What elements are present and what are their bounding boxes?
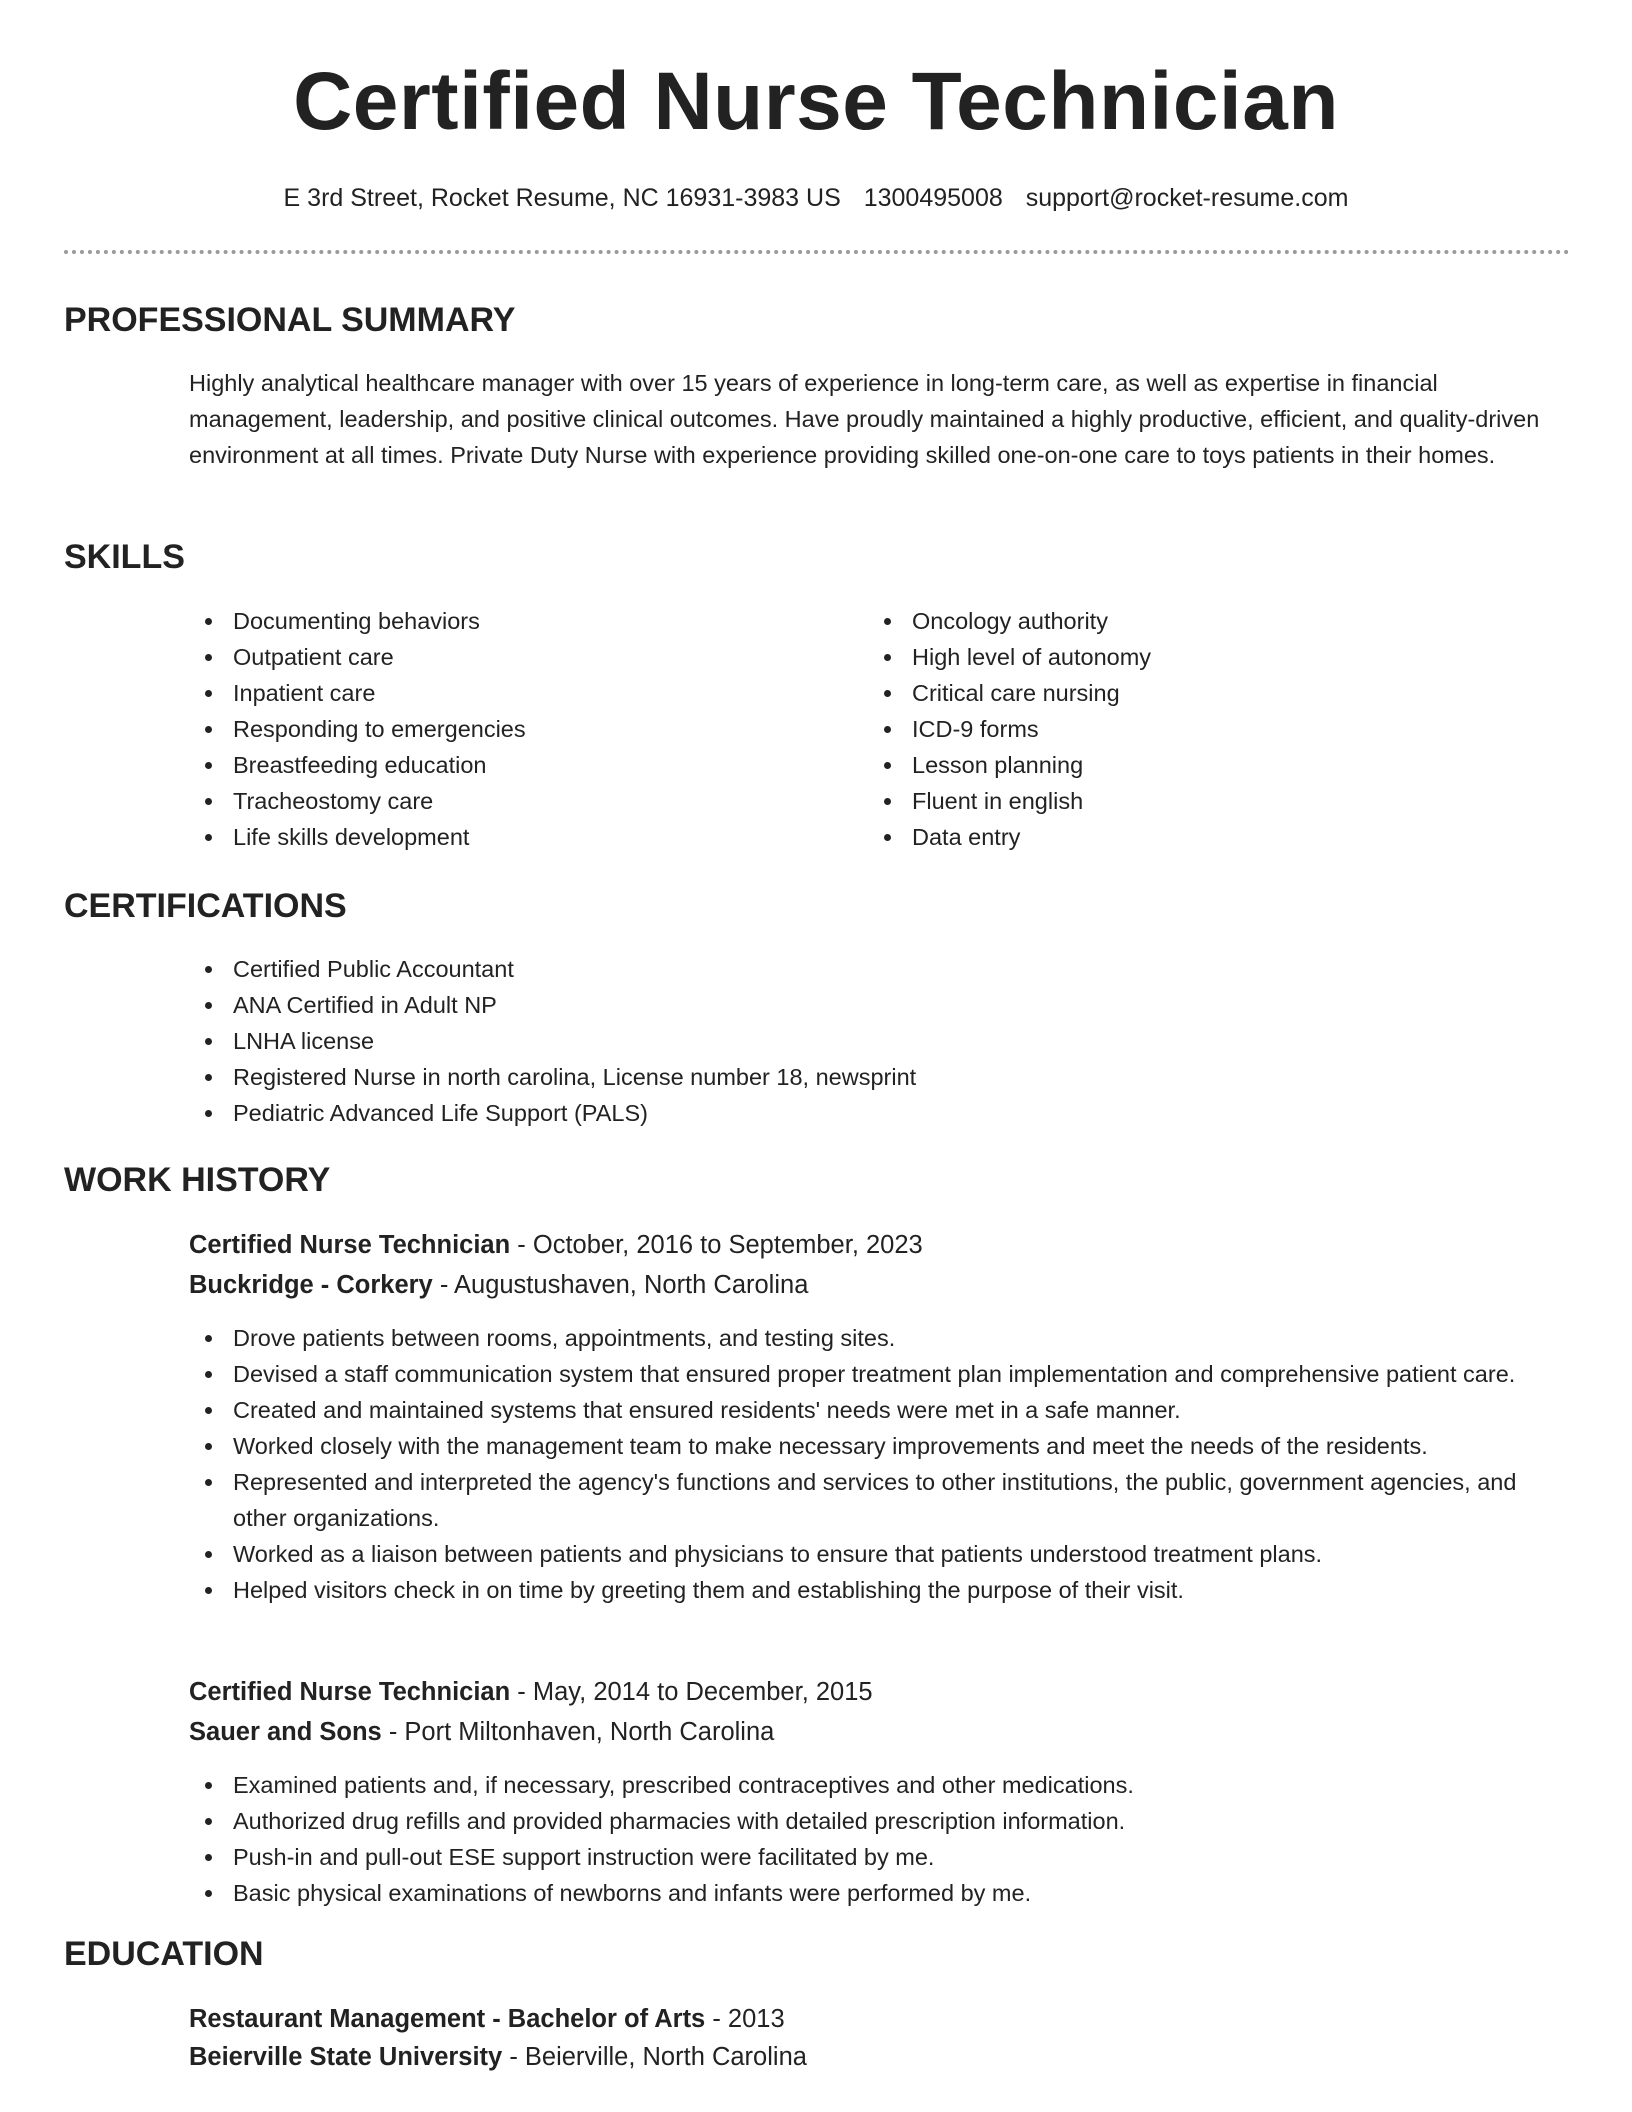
skills-list-right — [868, 603, 1508, 855]
education-school: Beierville State University — [189, 2043, 503, 2071]
list-item: Helped visitors check in on time by greeting them and establishing the purpose of their visit. — [189, 1572, 1569, 1608]
contact-line — [0, 180, 1632, 216]
list-item: Registered Nurse in north carolina, License number 18, newsprint — [189, 1059, 1569, 1095]
contact-phone: 1300495008 — [863, 184, 1003, 212]
list-item: ANA Certified in Adult NP — [189, 987, 1569, 1023]
education-school-line — [189, 2039, 807, 2075]
job-2-duties — [189, 1767, 1569, 1911]
list-item: Documenting behaviors — [189, 603, 829, 639]
job-2-dates: - May, 2014 to December, 2015 — [510, 1678, 873, 1706]
section-title-work-history: WORK HISTORY — [64, 1161, 331, 1199]
list-item: Examined patients and, if necessary, prescribed contraceptives and other medications. — [189, 1767, 1569, 1803]
section-title-education: EDUCATION — [64, 1935, 264, 1973]
list-item: Worked closely with the management team to make necessary improvements and meet the needs of the residents. — [189, 1428, 1569, 1464]
candidate-name: Certified Nurse Technician — [293, 56, 1339, 147]
job-2-company: Sauer and Sons — [189, 1718, 382, 1746]
list-item: Drove patients between rooms, appointments, and testing sites. — [189, 1320, 1569, 1356]
job-1-duties — [189, 1320, 1569, 1608]
list-item: Breastfeeding education — [189, 747, 829, 783]
list-item: High level of autonomy — [868, 639, 1508, 675]
job-2-role: Certified Nurse Technician — [189, 1678, 511, 1706]
job-1-role: Certified Nurse Technician — [189, 1231, 511, 1259]
list-item: Certified Public Accountant — [189, 951, 1569, 987]
list-item: Oncology authority — [868, 603, 1508, 639]
section-title-skills: SKILLS — [64, 538, 185, 576]
list-item: Life skills development — [189, 819, 829, 855]
job-1-dates: - October, 2016 to September, 2023 — [510, 1231, 923, 1259]
list-item: Data entry — [868, 819, 1508, 855]
education-degree-line — [189, 2001, 785, 2037]
section-title-summary: PROFESSIONAL SUMMARY — [64, 301, 516, 339]
summary-text: Highly analytical healthcare manager with over 15 years of experience in long-term care, as well as expertise in financial management, leadership, and positive clinical outcomes. Have proudly maintained a highly productive, efficient, and quality-driven environment at all times. Private Duty Nurse with experience providing skilled one-on-one care to toys patients in their homes. — [189, 370, 1540, 468]
list-item: Devised a staff communication system that ensured proper treatment plan implementation and comprehensive patient care. — [189, 1356, 1569, 1392]
education-location: - Beierville, North Carolina — [502, 2043, 807, 2071]
contact-email[interactable]: support@rocket-resume.com — [1025, 184, 1349, 212]
job-2-location: - Port Miltonhaven, North Carolina — [381, 1718, 775, 1746]
skills-list-left — [189, 603, 829, 855]
list-item: Inpatient care — [189, 675, 829, 711]
list-item: Tracheostomy care — [189, 783, 829, 819]
list-item: Fluent in english — [868, 783, 1508, 819]
job-1-title-line — [189, 1227, 923, 1263]
list-item: Outpatient care — [189, 639, 829, 675]
list-item: Push-in and pull-out ESE support instruction were facilitated by me. — [189, 1839, 1569, 1875]
contact-address: E 3rd Street, Rocket Resume, NC 16931-3983 US — [283, 184, 841, 212]
list-item: Lesson planning — [868, 747, 1508, 783]
list-item: Critical care nursing — [868, 675, 1508, 711]
job-1-company-line — [189, 1267, 808, 1303]
list-item: Pediatric Advanced Life Support (PALS) — [189, 1095, 1569, 1131]
list-item: Authorized drug refills and provided pharmacies with detailed prescription information. — [189, 1803, 1569, 1839]
list-item: LNHA license — [189, 1023, 1569, 1059]
job-1-company: Buckridge - Corkery — [189, 1271, 433, 1299]
job-2-company-line — [189, 1714, 774, 1750]
education-year: - 2013 — [705, 2005, 785, 2033]
header-divider — [64, 250, 1570, 254]
list-item: Created and maintained systems that ensured residents' needs were met in a safe manner. — [189, 1392, 1569, 1428]
list-item: Worked as a liaison between patients and physicians to ensure that patients understood treatment plans. — [189, 1536, 1569, 1572]
certifications-list — [189, 951, 1569, 1131]
education-degree: Restaurant Management - Bachelor of Arts — [189, 2005, 706, 2033]
section-title-certifications: CERTIFICATIONS — [64, 887, 347, 925]
job-1-location: - Augustushaven, North Carolina — [432, 1271, 809, 1299]
list-item: Basic physical examinations of newborns and infants were performed by me. — [189, 1875, 1569, 1911]
list-item: Represented and interpreted the agency's functions and services to other institutions, the public, government agencies, and other organizations. — [189, 1464, 1569, 1536]
list-item: ICD-9 forms — [868, 711, 1508, 747]
job-2-title-line — [189, 1674, 873, 1710]
list-item: Responding to emergencies — [189, 711, 829, 747]
